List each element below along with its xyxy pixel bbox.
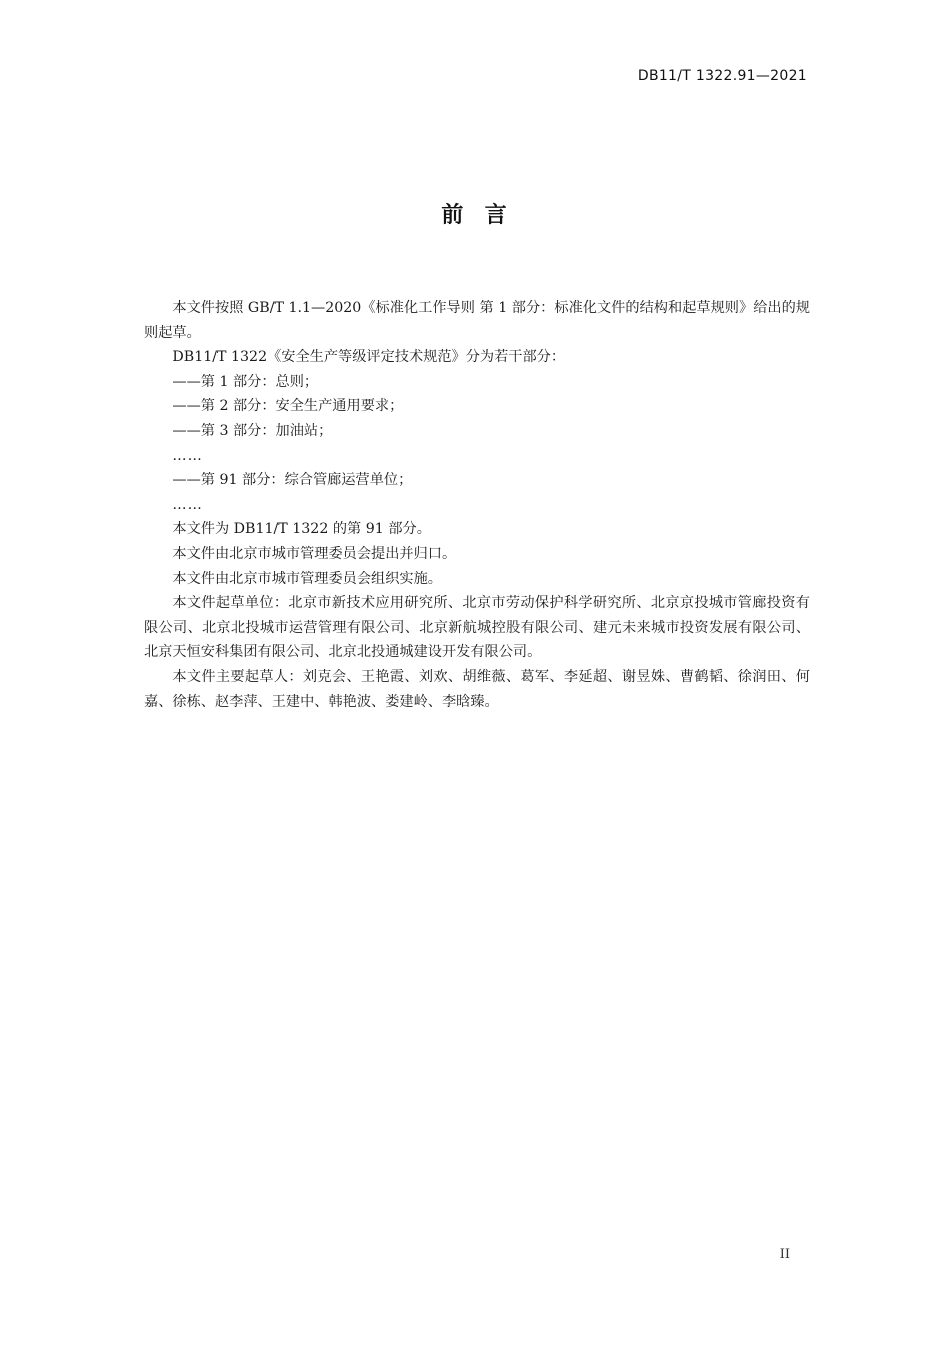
- document-body: [144, 296, 810, 714]
- page-title: 前 言: [441, 203, 509, 228]
- paragraph-proposer: 本文件由北京市城市管理委员会提出并归口。: [172, 545, 457, 562]
- paragraph-drafting-units: 本文件起草单位：北京市新技术应用研究所、北京市劳动保护科学研究所、北京京投城市管廊投资有限公司、北京北投城市运营管理有限公司、北京新航城控股有限公司、建元未来城市投资发展有限公司、北京天恒安科集团有限公司、北京北投通城建设开发有限公司。: [144, 595, 810, 661]
- list-item-part-91: ——第 91 部分：综合管廊运营单位；: [172, 472, 413, 489]
- paragraph-drafters: 本文件主要起草人：刘克会、王艳霞、刘欢、胡维薇、葛军、李延超、谢昱姝、曹鹤韬、徐润田、何嘉、徐栋、赵李萍、王建中、韩艳波、娄建岭、李晗臻。: [144, 668, 810, 710]
- paragraph-series-intro: DB11/T 1322《安全生产等级评定技术规范》分为若干部分：: [172, 349, 566, 366]
- paragraph-implementer: 本文件由北京市城市管理委员会组织实施。: [172, 570, 442, 587]
- document-code: DB11/T 1322.91—2021: [637, 68, 807, 84]
- list-item-part-2: ——第 2 部分：安全生产通用要求；: [172, 398, 404, 415]
- list-item-part-3: ——第 3 部分：加油站；: [172, 422, 333, 439]
- list-ellipsis: ……: [172, 496, 203, 513]
- list-ellipsis: ……: [172, 447, 203, 464]
- paragraph-drafting-rules: 本文件按照 GB/T 1.1—2020《标准化工作导则 第 1 部分：标准化文件的结构和起草规则》给出的规则起草。: [144, 300, 810, 341]
- paragraph-part-number: 本文件为 DB11/T 1322 的第 91 部分。: [172, 521, 431, 538]
- list-item-part-1: ——第 1 部分：总则；: [172, 373, 319, 390]
- page-number: II: [779, 1247, 790, 1262]
